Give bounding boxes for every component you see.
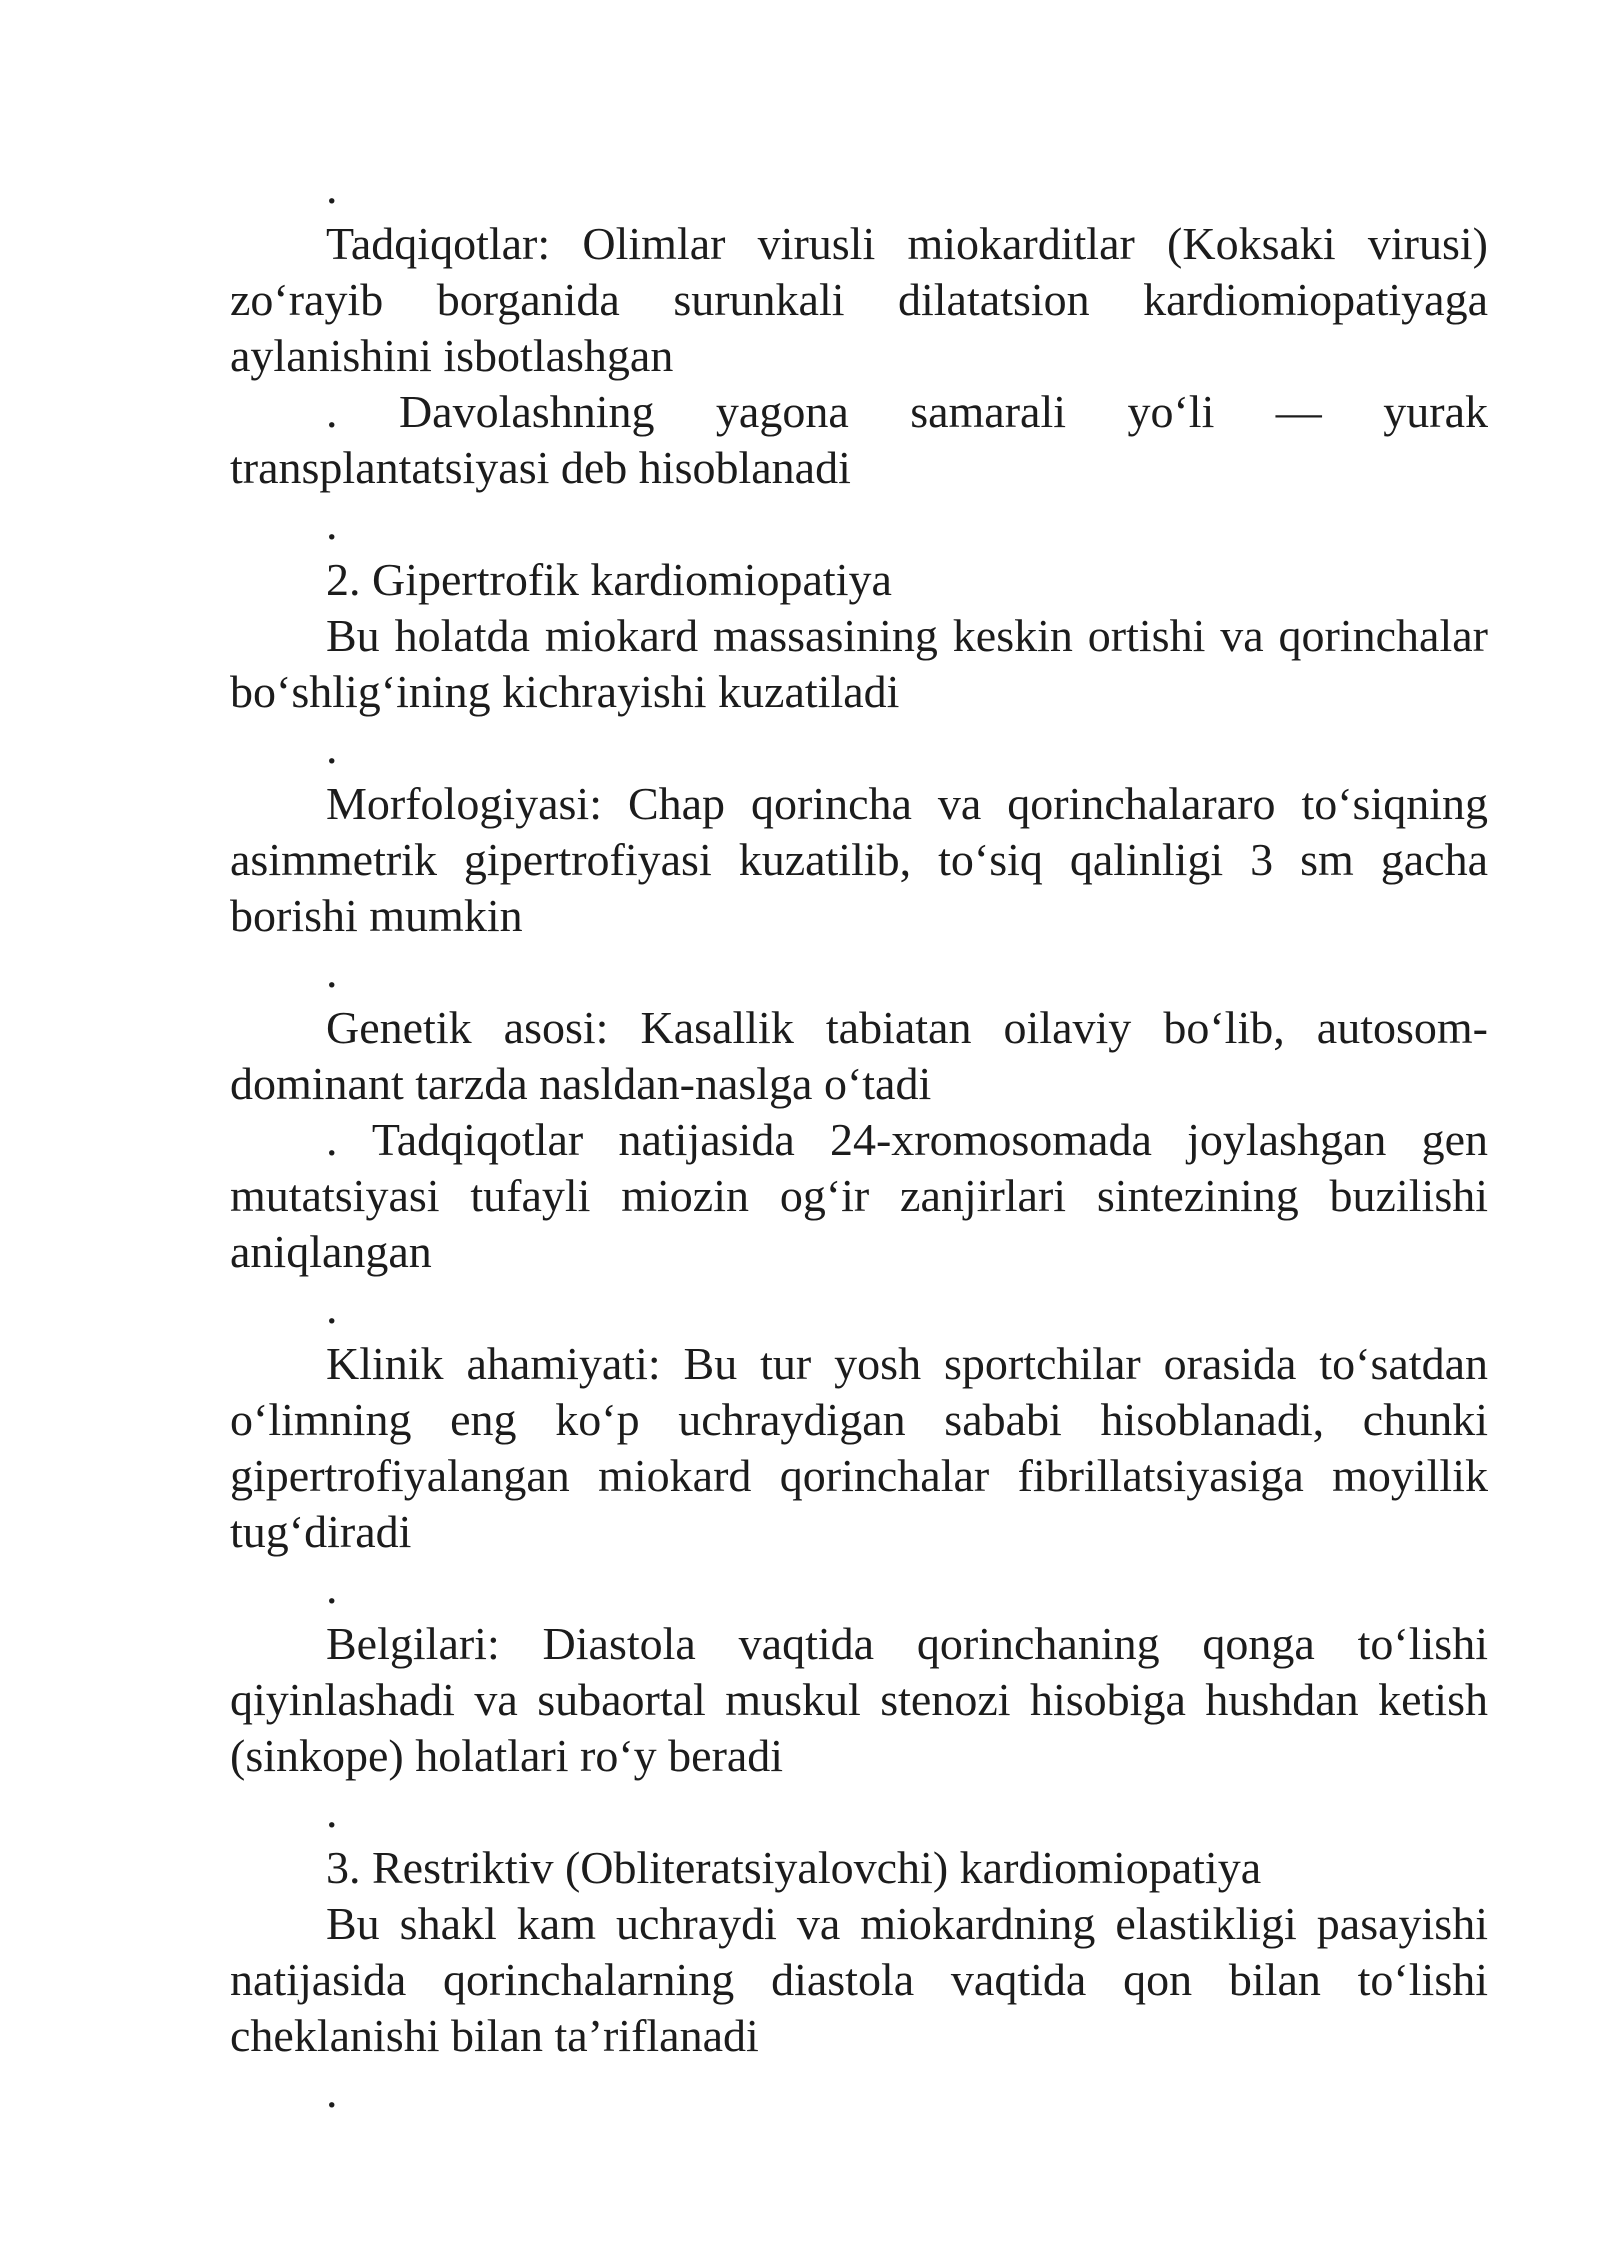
paragraph-hypertrophic-intro: Bu holatda miokard massasining keskin ortishi va qorinchalar bo‘shlig‘ining kichrayishi kuzatiladi [230,610,1488,717]
paragraph-separator: . [326,722,338,773]
paragraph-separator: . [326,2066,338,2117]
paragraph-treatment: . Davolashning yagona samarali yo‘li — yurak transplantatsiyasi deb hisoblanadi [230,386,1488,493]
paragraph-separator: . [326,162,338,213]
paragraph-separator: . [326,1786,338,1837]
paragraph-research-viral: Tadqiqotlar: Olimlar virusli miokarditlar (Koksaki virusi) zo‘rayib borganida surunkali dilatatsion kardiomiopatiyaga aylanishini isbotlashgan [230,218,1488,381]
section-heading-restrictive: 3. Restriktiv (Obliteratsiyalovchi) kardiomiopatiya [326,1842,1262,1893]
paragraph-genetic-research: . Tadqiqotlar natijasida 24-xromosomada joylashgan gen mutatsiyasi tufayli miozin og‘ir zanjirlari sintezining buzilishi aniqlangan [230,1114,1488,1277]
paragraph-genetic-basis: Genetik asosi: Kasallik tabiatan oilaviy bo‘lib, autosom-dominant tarzda nasldan-naslga o‘tadi [230,1002,1488,1109]
paragraph-clinical-significance: Klinik ahamiyati: Bu tur yosh sportchilar orasida to‘satdan o‘limning eng ko‘p uchraydigan sababi hisoblanadi, chunki gipertrofiyalangan miokard qorinchalar fibrillatsiyasiga moyillik tug‘diradi [230,1338,1488,1557]
paragraph-restrictive-intro: Bu shakl kam uchraydi va miokardning elastikligi pasayishi natijasida qorinchalarning diastola vaqtida qon bilan to‘lishi cheklanishi bilan ta’riflanadi [230,1898,1488,2061]
paragraph-symptoms: Belgilari: Diastola vaqtida qorinchaning qonga to‘lishi qiyinlashadi va subaortal muskul stenozi hisobiga hushdan ketish (sinkope) holatlari ro‘y beradi [230,1618,1488,1781]
document-page [230,160,1488,2120]
paragraph-separator: . [326,946,338,997]
paragraph-separator: . [326,498,338,549]
paragraph-separator: . [326,1282,338,1333]
paragraph-separator: . [326,1562,338,1613]
paragraph-morphology: Morfologiyasi: Chap qorincha va qorinchalararo to‘siqning asimmetrik gipertrofiyasi kuzatilib, to‘siq qalinligi 3 sm gacha borishi mumkin [230,778,1488,941]
section-heading-hypertrophic: 2. Gipertrofik kardiomiopatiya [326,554,892,605]
